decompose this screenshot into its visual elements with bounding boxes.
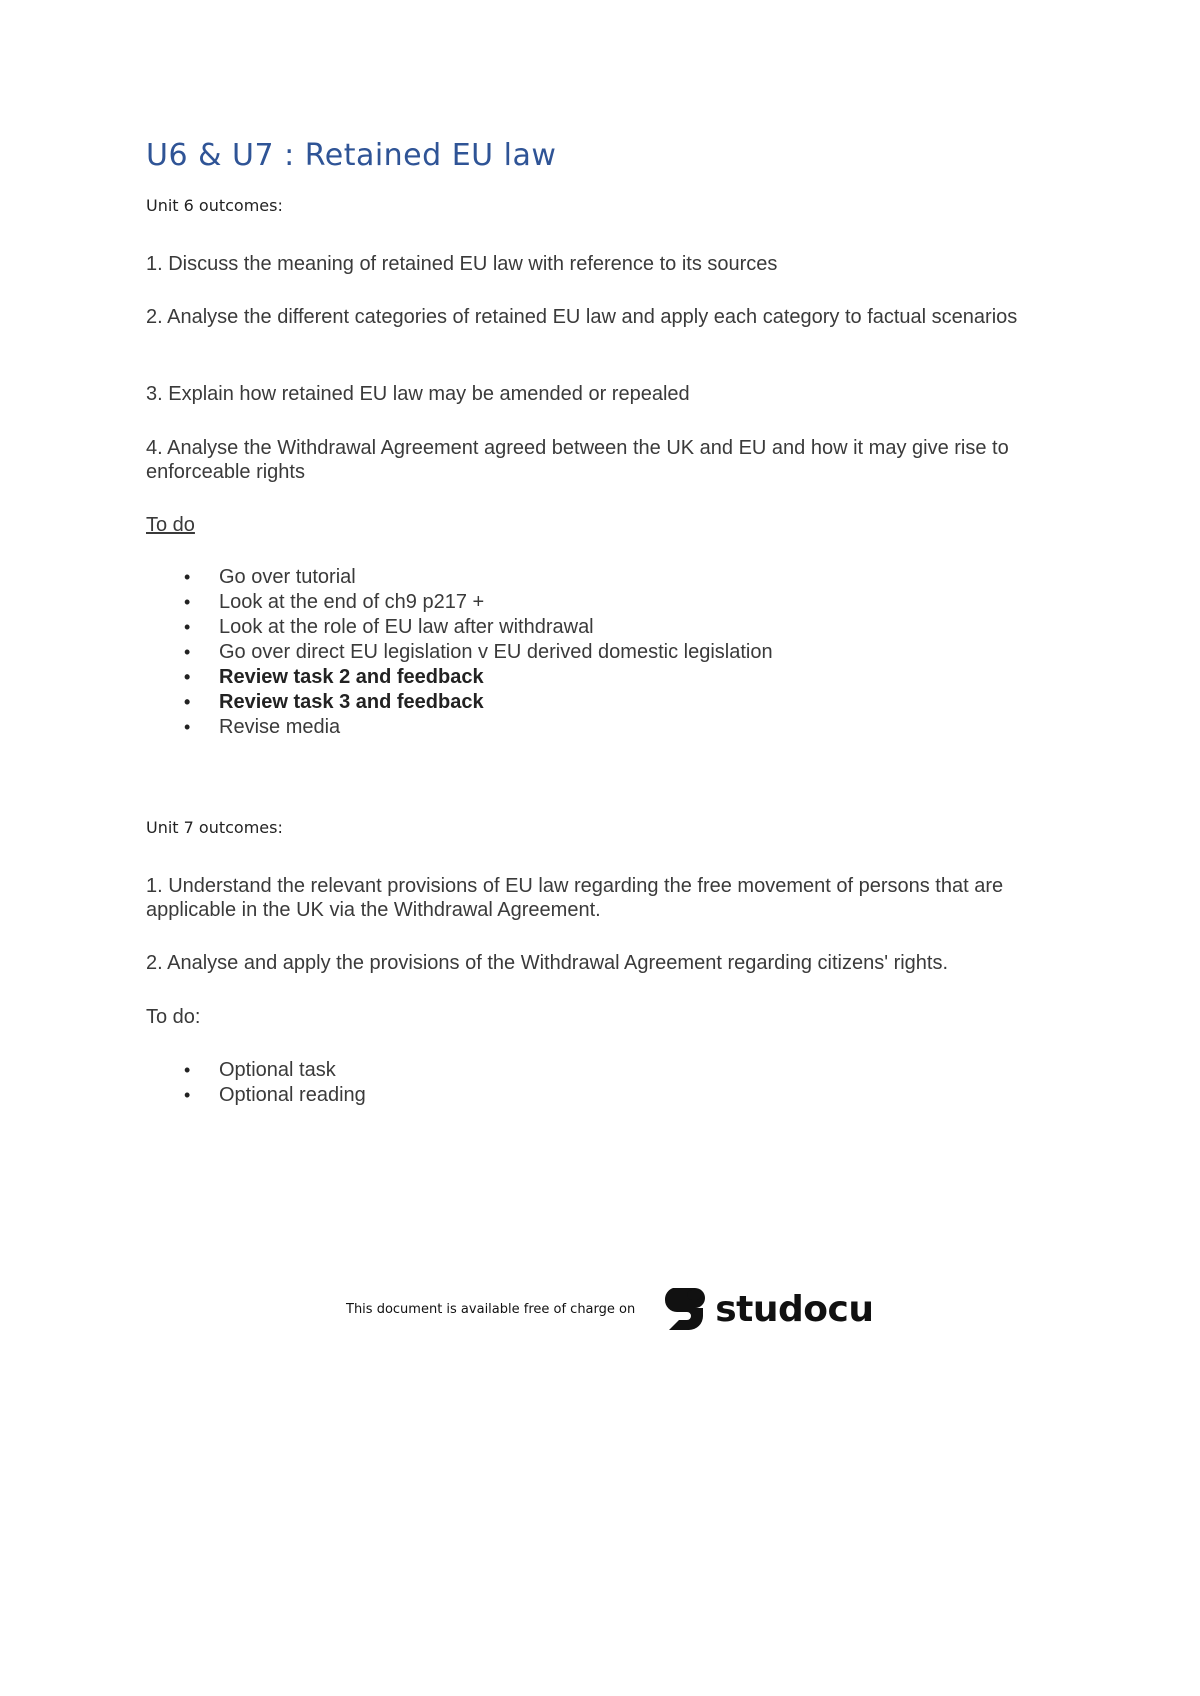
unit6-outcome-1: 1. Discuss the meaning of retained EU law with reference to its sources [146,253,778,275]
bullet-icon: • [184,592,191,612]
todo-item: • Go over direct EU legislation v EU derived domestic legislation [184,641,773,663]
unit6-outcome-4: 4. Analyse the Withdrawal Agreement agreed between the UK and EU and how it may give rise to enforceable rights [146,437,1009,483]
unit7-todo-heading: To do: [146,1006,201,1028]
footer-banner [346,1284,873,1334]
todo-item: • Look at the end of ch9 p217 + [184,591,485,613]
bullet-icon: • [184,667,191,687]
todo-item: • Optional reading [184,1084,366,1106]
footer-text: This document is available free of charge on [346,1301,636,1317]
unit6-outcome-2: 2. Analyse the different categories of retained EU law and apply each category to factual scenarios [146,306,1018,328]
bullet-icon: • [184,1085,191,1105]
bullet-icon: • [184,567,191,587]
bullet-icon: • [184,642,191,662]
studocu-logo-link[interactable] [663,1284,873,1334]
document-title: U6 & U7 : Retained EU law [146,138,557,173]
unit7-outcome-1: 1. Understand the relevant provisions of EU law regarding the free movement of persons that are applicable in the UK via the Withdrawal Agreement. [146,875,1004,921]
unit6-todo-heading: To do [146,514,195,536]
bullet-icon: • [184,617,191,637]
studocu-logo-icon [663,1284,709,1334]
bullet-icon: • [184,1060,191,1080]
bullet-icon: • [184,717,191,737]
todo-item: • Look at the role of EU law after withdrawal [184,616,594,638]
todo-item: • Revise media [184,716,341,738]
todo-item: • Go over tutorial [184,566,356,588]
todo-item: • Optional task [184,1059,336,1081]
unit6-heading: Unit 6 outcomes: [146,196,283,215]
unit6-outcome-3: 3. Explain how retained EU law may be amended or repealed [146,383,690,405]
studocu-wordmark: studocu [715,1288,874,1330]
bullet-icon: • [184,692,191,712]
unit7-outcome-2: 2. Analyse and apply the provisions of the Withdrawal Agreement regarding citizens' rights. [146,952,949,974]
unit7-todo-list [146,1058,366,1108]
todo-item: • Review task 2 and feedback [184,666,484,688]
todo-item: • Review task 3 and feedback [184,691,484,713]
unit7-heading: Unit 7 outcomes: [146,818,283,837]
unit6-todo-list [146,565,773,740]
